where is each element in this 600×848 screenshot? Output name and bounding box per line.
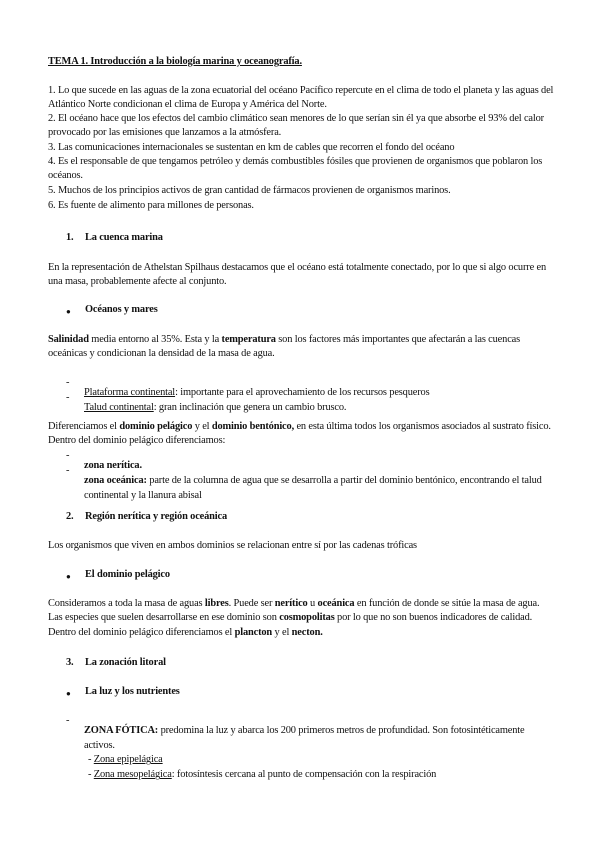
bold-term: necton. (291, 626, 323, 638)
bold-term: Salinidad (48, 334, 89, 345)
section-heading: La zonación litoral (85, 657, 166, 668)
underlined-term: Plataforma continental (84, 387, 176, 399)
intro-item: 6. Es fuente de alimento para millones de personas. (48, 200, 254, 211)
paragraph: Los organismos que viven en ambos dominios se relacionan entre sí por las cadenas tróficas (48, 540, 417, 551)
text-run: Diferenciamos el (48, 421, 120, 432)
text-run: en función de donde se sitúe la masa de agua. Las especies que suelen desarrollarse en ese dominio son (48, 598, 540, 624)
intro-item: 2. El océano hace que los efectos del cambio climático sean menores de lo que serían sin él ya que absorbe el 93% del calor provocado por las emisiones que lanzamos a la atmósfera. (48, 113, 544, 139)
text-run: u (307, 598, 318, 609)
text-run: : gran inclinación que genera un cambio brusco. (153, 402, 347, 414)
intro-item: 5. Muchos de los principios activos de gran cantidad de fármacos provienen de organismos marinos. (48, 185, 451, 196)
bold-term: dominio bentónico, (211, 421, 295, 432)
heading-number: 3. (66, 657, 74, 668)
text-run: y el (192, 421, 212, 432)
list-item (84, 401, 554, 415)
paragraph (48, 597, 556, 640)
bullet-heading: La luz y los nutrientes (85, 686, 180, 697)
underlined-term: Zona mesopelágica (93, 769, 172, 781)
list-item (84, 459, 554, 473)
bold-term: temperatura (221, 334, 276, 345)
text-run: Consideramos a toda la masa de aguas (48, 598, 205, 609)
sub-list-item (88, 753, 558, 767)
bold-term: dominio pelágico (119, 421, 193, 432)
bold-term: libres (204, 598, 229, 609)
section-heading: Región nerítica y región oceánica (85, 511, 228, 522)
bold-term: cosmopolitas (279, 612, 335, 624)
text-run: - (88, 754, 94, 766)
underlined-term: Zona epipelágica (93, 754, 163, 766)
text-run: predomina la luz y abarca los 200 primeros metros de profundidad. Son fotosintéticamente activos. (84, 725, 525, 751)
list-item (84, 724, 554, 753)
list-item (84, 386, 554, 400)
text-run: y el (272, 626, 292, 638)
text-run: : fotosíntesis cercana al punto de compensación con la respiración (171, 769, 437, 781)
heading-number: 2. (66, 511, 74, 522)
intro-item: 3. Las comunicaciones internacionales se sustentan en km de cables que recorren el fondo del océano (48, 142, 455, 153)
heading-number: 1. (66, 232, 74, 243)
bold-term: zona oceánica: (84, 475, 147, 487)
bold-term: plancton (234, 626, 273, 638)
sub-list-item (88, 768, 558, 782)
dash-marker: - (66, 450, 70, 461)
text-run: . Puede ser (228, 598, 275, 609)
intro-item: 4. Es el responsable de que tengamos petróleo y demás combustibles fósiles que provienen de organismos que poblaron los océanos. (48, 156, 543, 182)
underlined-term: Talud continental (84, 402, 154, 414)
text-run: son los factores más importantes que afectarán a las cuencas oceánicas y condicionan la densidad de la masa de agua. (48, 334, 521, 360)
paragraph: En la representación de Athelstan Spilhaus destacamos que el océano está totalmente conectado, por lo que si algo ocurre en una masa, probablemente afecte al conjunto. (48, 262, 547, 288)
paragraph (48, 420, 556, 449)
bullet-icon: ● (66, 307, 71, 316)
dash-marker: - (66, 465, 70, 476)
bullet-heading: El dominio pelágico (85, 569, 170, 580)
text-run: media entorno al 35%. Esta y la (88, 334, 222, 345)
dash-marker: - (66, 715, 70, 726)
text-run: en esta última todos los organismos asociados al sustrato físico. Dentro del dominio pelágico diferenciamos: (48, 421, 551, 447)
section-heading: La cuenca marina (85, 232, 163, 243)
dash-marker: - (66, 392, 70, 403)
bullet-icon: ● (66, 572, 71, 581)
bold-term: nerítico (274, 598, 308, 609)
list-item (84, 474, 554, 503)
text-run: por lo que no son buenos indicadores de calidad. Dentro del dominio pelágico diferenciamos el (48, 612, 533, 638)
text-run: parte de la columna de agua que se desarrolla a partir del dominio bentónico, encontrando el talud continental y la llanura abisal (84, 475, 542, 501)
bullet-heading: Océanos y mares (85, 304, 158, 315)
dash-marker: - (66, 377, 70, 388)
bold-term: zona nerítica. (84, 460, 142, 472)
bold-term: oceánica (317, 598, 355, 609)
bullet-icon: ● (66, 689, 71, 698)
text-run: - (88, 769, 94, 781)
bold-term: ZONA FÓTICA: (84, 725, 159, 737)
intro-item: 1. Lo que sucede en las aguas de la zona ecuatorial del océano Pacífico repercute en el clima de todo el planeta y las aguas del Atlántico Norte condicionan el clima de Europa y América del Norte. (48, 85, 554, 111)
text-run: : importante para el aprovechamiento de los recursos pesqueros (175, 387, 430, 399)
document-title: TEMA 1. Introducción a la biología marina y oceanografía. (48, 56, 302, 67)
paragraph (48, 333, 556, 362)
